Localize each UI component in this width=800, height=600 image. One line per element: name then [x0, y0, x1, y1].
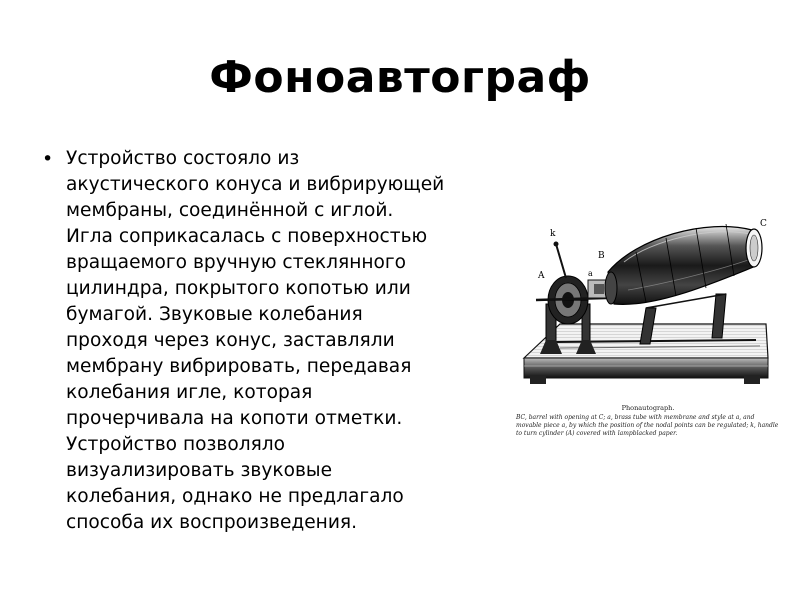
crank-handle — [556, 244, 566, 278]
bullet-item — [42, 146, 512, 536]
phonautograph-illustration — [516, 208, 780, 460]
figure-caption-title: Phonautograph. — [621, 404, 675, 412]
base-foot-left — [530, 376, 546, 384]
phonautograph-engraving — [516, 208, 780, 404]
label-b: B — [598, 251, 605, 261]
label-k: k — [550, 229, 556, 239]
bullet-text: Устройство состояло из акустического конуса и вибрирующей мембраны, соединённой с иглой. Игла соприкасалась с поверхностью вращаемого вручную стеклянного цилиндра, покрытого копотью или бумагой. Звуковые колебания проходя через конус, заставляли мембрану вибрировать, передавая колебания игле, которая прочерчивала на копоти отметки. Устройство позволяло визуализировать звуковые колебания, однако не предлагало способа их воспроизведения. — [66, 148, 445, 533]
label-a-lower: a — [588, 269, 593, 278]
base-foot-right — [744, 376, 760, 384]
slide-title: Фоноавтограф — [209, 52, 591, 103]
base-board-front — [524, 358, 768, 378]
label-c: C — [760, 219, 767, 229]
label-a-upper: A — [538, 271, 545, 281]
acoustic-barrel — [608, 226, 756, 304]
figure-caption: BC, barrel with opening at C; a, brass tube with membrane and style at a, and movable piece a, by which the position of the nodal points can be regulated; k, handle to turn cylinder (A) covered with lampblacked paper. — [516, 414, 779, 437]
bullet-marker: • — [42, 148, 54, 170]
slide-content — [42, 146, 512, 536]
